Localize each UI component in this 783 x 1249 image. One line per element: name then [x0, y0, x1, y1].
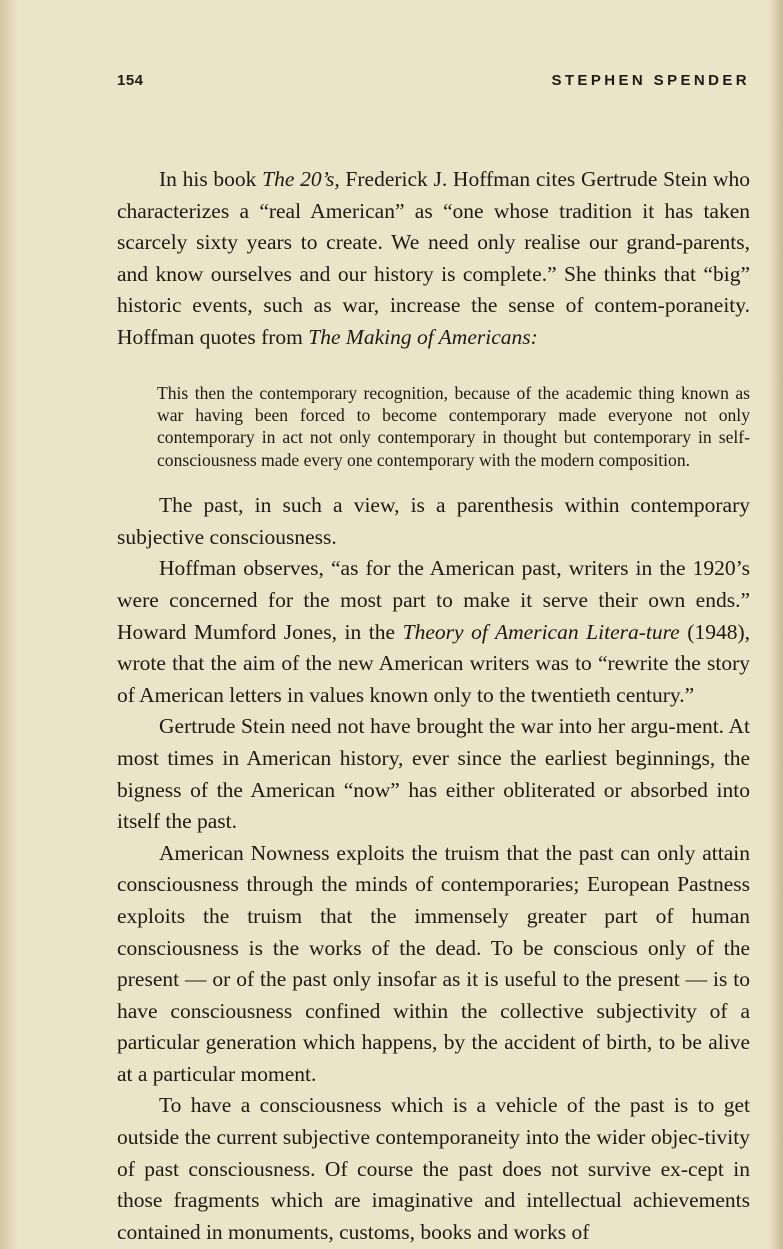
paragraph-3-text-a: Hoffman observes, “as for the American past, writers in the 1920’s were concerned for the most part to make it serve their own ends.” Howard Mumford Jones, in the [117, 556, 750, 644]
book-title-theory-of-american-literature: Theory of American Litera-ture [402, 619, 680, 644]
block-quote: This then the contemporary recognition, because of the academic thing known as war having been forced to become contemporary made everyone not only contemporary in act not only contemporary in thought but contemporary in self-consciousness made every one contemporary with the modern composition. [157, 382, 750, 470]
running-head: STEPHEN SPENDER [551, 72, 750, 89]
paragraph-1-text-a: In his book [159, 167, 263, 191]
paragraph-1-text-b: Frederick J. Hoffman cites Gertrude Stein who characterizes a “real American” as “one whose tradition it has taken scarcely sixty years to create. We need only realise our grand-parents, and know ourselves and our history is complete.” She thinks that “big” historic events, such as war, increase the sense of contem-poraneity. Hoffman quotes from [117, 167, 750, 349]
page-body [117, 164, 750, 1248]
book-title-the-20s: The 20’s, [262, 167, 340, 191]
page-number: 154 [117, 72, 144, 89]
paragraph-5: American Nowness exploits the truism that the past can only attain consciousness through the minds of contemporaries; European Pastness exploits the truism that the immensely greater part of human consciousness is the works of the dead. To be conscious only of the present — or of the past only insofar as it is useful to the present — is to have consciousness confined within the collective subjectivity of a particular generation which happens, by the accident of birth, to be alive at a particular moment. [117, 840, 750, 1086]
paragraph-6: To have a consciousness which is a vehicle of the past is to get outside the current subjective contemporaneity into the wider objec-tivity of past consciousness. Of course the past does not survive ex-cept in those fragments which are imaginative and intellectual achievements contained in monuments, customs, books and works of [117, 1093, 750, 1244]
page-header [117, 72, 750, 92]
paragraph-3 [117, 553, 750, 711]
paragraph-2: The past, in such a view, is a parenthesis within contemporary subjective consciousness. [117, 493, 750, 549]
paragraph-3-text-b: (1948), wrote that the aim of the new American writers was to “rewrite the story of American letters in values known only to the twentieth century.” [117, 619, 750, 707]
book-title-making-of-americans: The Making of Americans: [308, 324, 538, 349]
paragraph-1 [117, 164, 750, 354]
paragraph-4: Gertrude Stein need not have brought the war into her argu-ment. At most times in American history, ever since the earliest beginnings, the bigness of the American “now” has either obliterated or absorbed into itself the past. [117, 714, 750, 834]
